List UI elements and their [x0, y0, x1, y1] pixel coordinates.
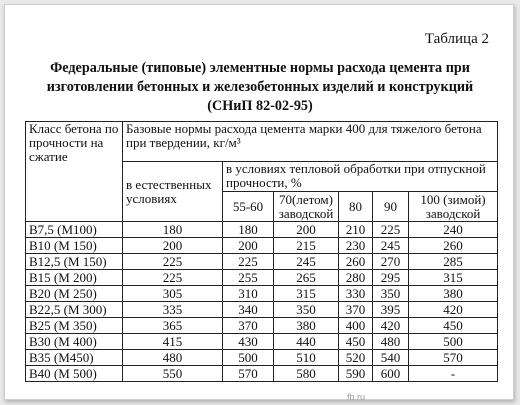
header-thermal-treatment: в условиях тепловой обработки при отпускной прочности, % — [223, 162, 498, 192]
norm-value-cell: 260 — [339, 254, 373, 270]
norm-value-cell: 245 — [274, 254, 339, 270]
norm-value-cell: 340 — [223, 302, 274, 318]
header-pct: 100 (зимой) заводской — [409, 192, 498, 222]
norm-value-cell: 570 — [409, 350, 498, 366]
norm-value-cell: 500 — [223, 350, 274, 366]
norm-value-cell: 420 — [373, 318, 409, 334]
norm-value-cell: 420 — [409, 302, 498, 318]
norm-value-cell: 520 — [339, 350, 373, 366]
concrete-class-cell: B22,5 (M 300) — [26, 302, 123, 318]
norm-value-cell: 350 — [274, 302, 339, 318]
norm-value-cell: 570 — [223, 366, 274, 382]
norm-value-cell: 510 — [274, 350, 339, 366]
header-natural-conditions: в естественных условиях — [123, 162, 223, 222]
norm-value-cell: 540 — [373, 350, 409, 366]
norm-value-cell: 440 — [274, 334, 339, 350]
norm-value-cell: 430 — [223, 334, 274, 350]
title-line: изготовлении бетонных и железобетонных изделий и конструкций — [46, 79, 474, 95]
concrete-class-cell: B20 (M 250) — [26, 286, 123, 302]
watermark: fb.ru — [347, 392, 366, 402]
concrete-class-cell: B15 (M 200) — [26, 270, 123, 286]
norm-value-cell: 240 — [409, 222, 498, 238]
norm-value-cell: 370 — [223, 318, 274, 334]
header-pct: 90 — [373, 192, 409, 222]
norm-value-cell: 380 — [409, 286, 498, 302]
norm-value-cell: 215 — [274, 238, 339, 254]
table-row — [26, 366, 498, 382]
norm-value-cell: 255 — [223, 270, 274, 286]
norm-value-cell: 295 — [373, 270, 409, 286]
cement-norms-table — [25, 121, 498, 382]
norm-value-cell: 285 — [409, 254, 498, 270]
header-base-norms: Базовые нормы расхода цемента марки 400 для тяжелого бетона при твердении, кг/м³ — [123, 122, 498, 162]
norm-value-cell: 210 — [339, 222, 373, 238]
norm-value-cell: 315 — [274, 286, 339, 302]
table-label: Таблица 2 — [424, 31, 489, 47]
norm-value-cell: 225 — [123, 270, 223, 286]
norm-value-cell: 330 — [339, 286, 373, 302]
concrete-class-cell: B40 (M 500) — [26, 366, 123, 382]
norm-value-cell: 335 — [123, 302, 223, 318]
norm-value-cell: 245 — [373, 238, 409, 254]
norm-value-cell: 415 — [123, 334, 223, 350]
norm-value-cell: 590 — [339, 366, 373, 382]
norm-value-cell: 450 — [339, 334, 373, 350]
norm-value-cell: 370 — [339, 302, 373, 318]
norm-value-cell: 380 — [274, 318, 339, 334]
norm-value-cell: 225 — [123, 254, 223, 270]
norm-value-cell: 315 — [409, 270, 498, 286]
header-pct: 70(летом) заводской — [274, 192, 339, 222]
norm-value-cell: 400 — [339, 318, 373, 334]
norm-value-cell: 230 — [339, 238, 373, 254]
norm-value-cell: 500 — [409, 334, 498, 350]
norm-value-cell: 180 — [123, 222, 223, 238]
norm-value-cell: - — [409, 366, 498, 382]
concrete-class-cell: B35 (M450) — [26, 350, 123, 366]
norm-value-cell: 350 — [373, 286, 409, 302]
norm-value-cell: 225 — [223, 254, 274, 270]
norm-value-cell: 265 — [274, 270, 339, 286]
concrete-class-cell: B7,5 (M100) — [26, 222, 123, 238]
norm-value-cell: 450 — [409, 318, 498, 334]
table-row — [26, 270, 498, 286]
norm-value-cell: 310 — [223, 286, 274, 302]
concrete-class-cell: B10 (M 150) — [26, 238, 123, 254]
table-row — [26, 350, 498, 366]
header-concrete-class: Класс бетона по прочности на сжатие — [26, 122, 123, 222]
norm-value-cell: 480 — [123, 350, 223, 366]
norm-value-cell: 395 — [373, 302, 409, 318]
table-row — [26, 286, 498, 302]
norm-value-cell: 280 — [339, 270, 373, 286]
table-row — [26, 238, 498, 254]
norm-value-cell: 580 — [274, 366, 339, 382]
norm-value-cell: 225 — [373, 222, 409, 238]
norm-value-cell: 305 — [123, 286, 223, 302]
norm-value-cell: 550 — [123, 366, 223, 382]
concrete-class-cell: B30 (M 400) — [26, 334, 123, 350]
header-pct: 55-60 — [223, 192, 274, 222]
norm-value-cell: 200 — [274, 222, 339, 238]
table-row — [26, 302, 498, 318]
norm-value-cell: 600 — [373, 366, 409, 382]
norm-value-cell: 180 — [223, 222, 274, 238]
concrete-class-cell: B25 (M 350) — [26, 318, 123, 334]
norm-value-cell: 260 — [409, 238, 498, 254]
table-row — [26, 334, 498, 350]
document-title — [25, 59, 495, 116]
norm-value-cell: 365 — [123, 318, 223, 334]
table-row — [26, 318, 498, 334]
table-row — [26, 222, 498, 238]
document-page — [4, 4, 514, 400]
header-pct: 80 — [339, 192, 373, 222]
norm-value-cell: 200 — [123, 238, 223, 254]
norm-value-cell: 200 — [223, 238, 274, 254]
title-line: Федеральные (типовые) элементные нормы расхода цемента при — [50, 60, 470, 76]
concrete-class-cell: B12,5 (M 150) — [26, 254, 123, 270]
title-line: (СНиП 82-02-95) — [207, 98, 313, 114]
norm-value-cell: 480 — [373, 334, 409, 350]
table-row — [26, 254, 498, 270]
norm-value-cell: 270 — [373, 254, 409, 270]
